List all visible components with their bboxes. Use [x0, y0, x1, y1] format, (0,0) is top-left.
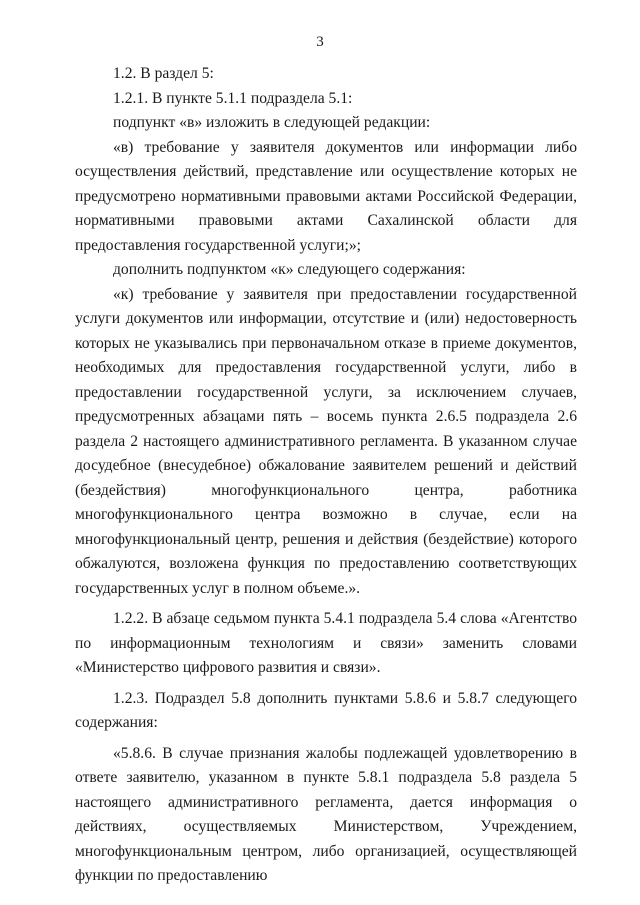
paragraph-subpoint-k-text: «к) требование у заявителя при предоставлении государственной услуги документов или информации, отсутствие и (или) недостоверность которых не указывались при первоначальном отказе в приеме документов, необходимых для предоставления государственной услуги, либо в предоставлении государственной услуги, за исключением случаев, предусмотренных абзацами пять – восемь пункта 2.6.5 подраздела 2.6 раздела 2 настоящего административного регламента. В указанном случае досудебное (внесудебное) обжалование заявителем решений и действий (бездействия) многофункционального центра, работника многофункционального центра возможно в случае, если на многофункциональный центр, решения и действия (бездействие) которого обжалуются, возложена функция по предоставлению соответствующих государственных услуг в полном объеме.». — [75, 285, 577, 597]
paragraph-5-8-6: «5.8.6. В случае признания жалобы подлежащей удовлетворению в ответе заявителю, указанном в пункте 5.8.1 подраздела 5.8 раздела 5 настоящего административного регламента, дается информация о действиях, осуществляемых Министерством, Учреждением, многофункциональным центром, либо организацией, осуществляющей функции по предоставлению — [75, 744, 577, 884]
paragraph-1-2-1: 1.2.1. В пункте 5.1.1 подраздела 5.1: — [113, 89, 353, 107]
paragraph-subpoint-k-intro: дополнить подпунктом «к» следующего содержания: — [113, 261, 466, 278]
page-number: 3 — [316, 34, 324, 50]
paragraph-1-2-3: 1.2.3. Подраздел 5.8 дополнить пунктами 5.8.6 и 5.8.7 следующего содержания: — [75, 689, 577, 731]
paragraph-subpoint-v-text: «в) требование у заявителя документов или информации либо осуществления действий, представление или осуществление которых не предусмотрено нормативными правовыми актами Российской Федерации, нормативными правовыми актами Сахалинской области для предоставления государственной услуги;»; — [75, 138, 577, 254]
paragraph-subpoint-v-intro: подпункт «в» изложить в следующей редакции: — [113, 114, 431, 131]
document-body — [75, 62, 577, 889]
paragraph-1-2: 1.2. В раздел 5: — [113, 65, 214, 82]
paragraph-1-2-2: 1.2.2. В абзаце седьмом пункта 5.4.1 подраздела 5.4 слова «Агентство по информационным технологиям и связи» заменить словами «Министерство цифрового развития и связи». — [75, 610, 577, 676]
